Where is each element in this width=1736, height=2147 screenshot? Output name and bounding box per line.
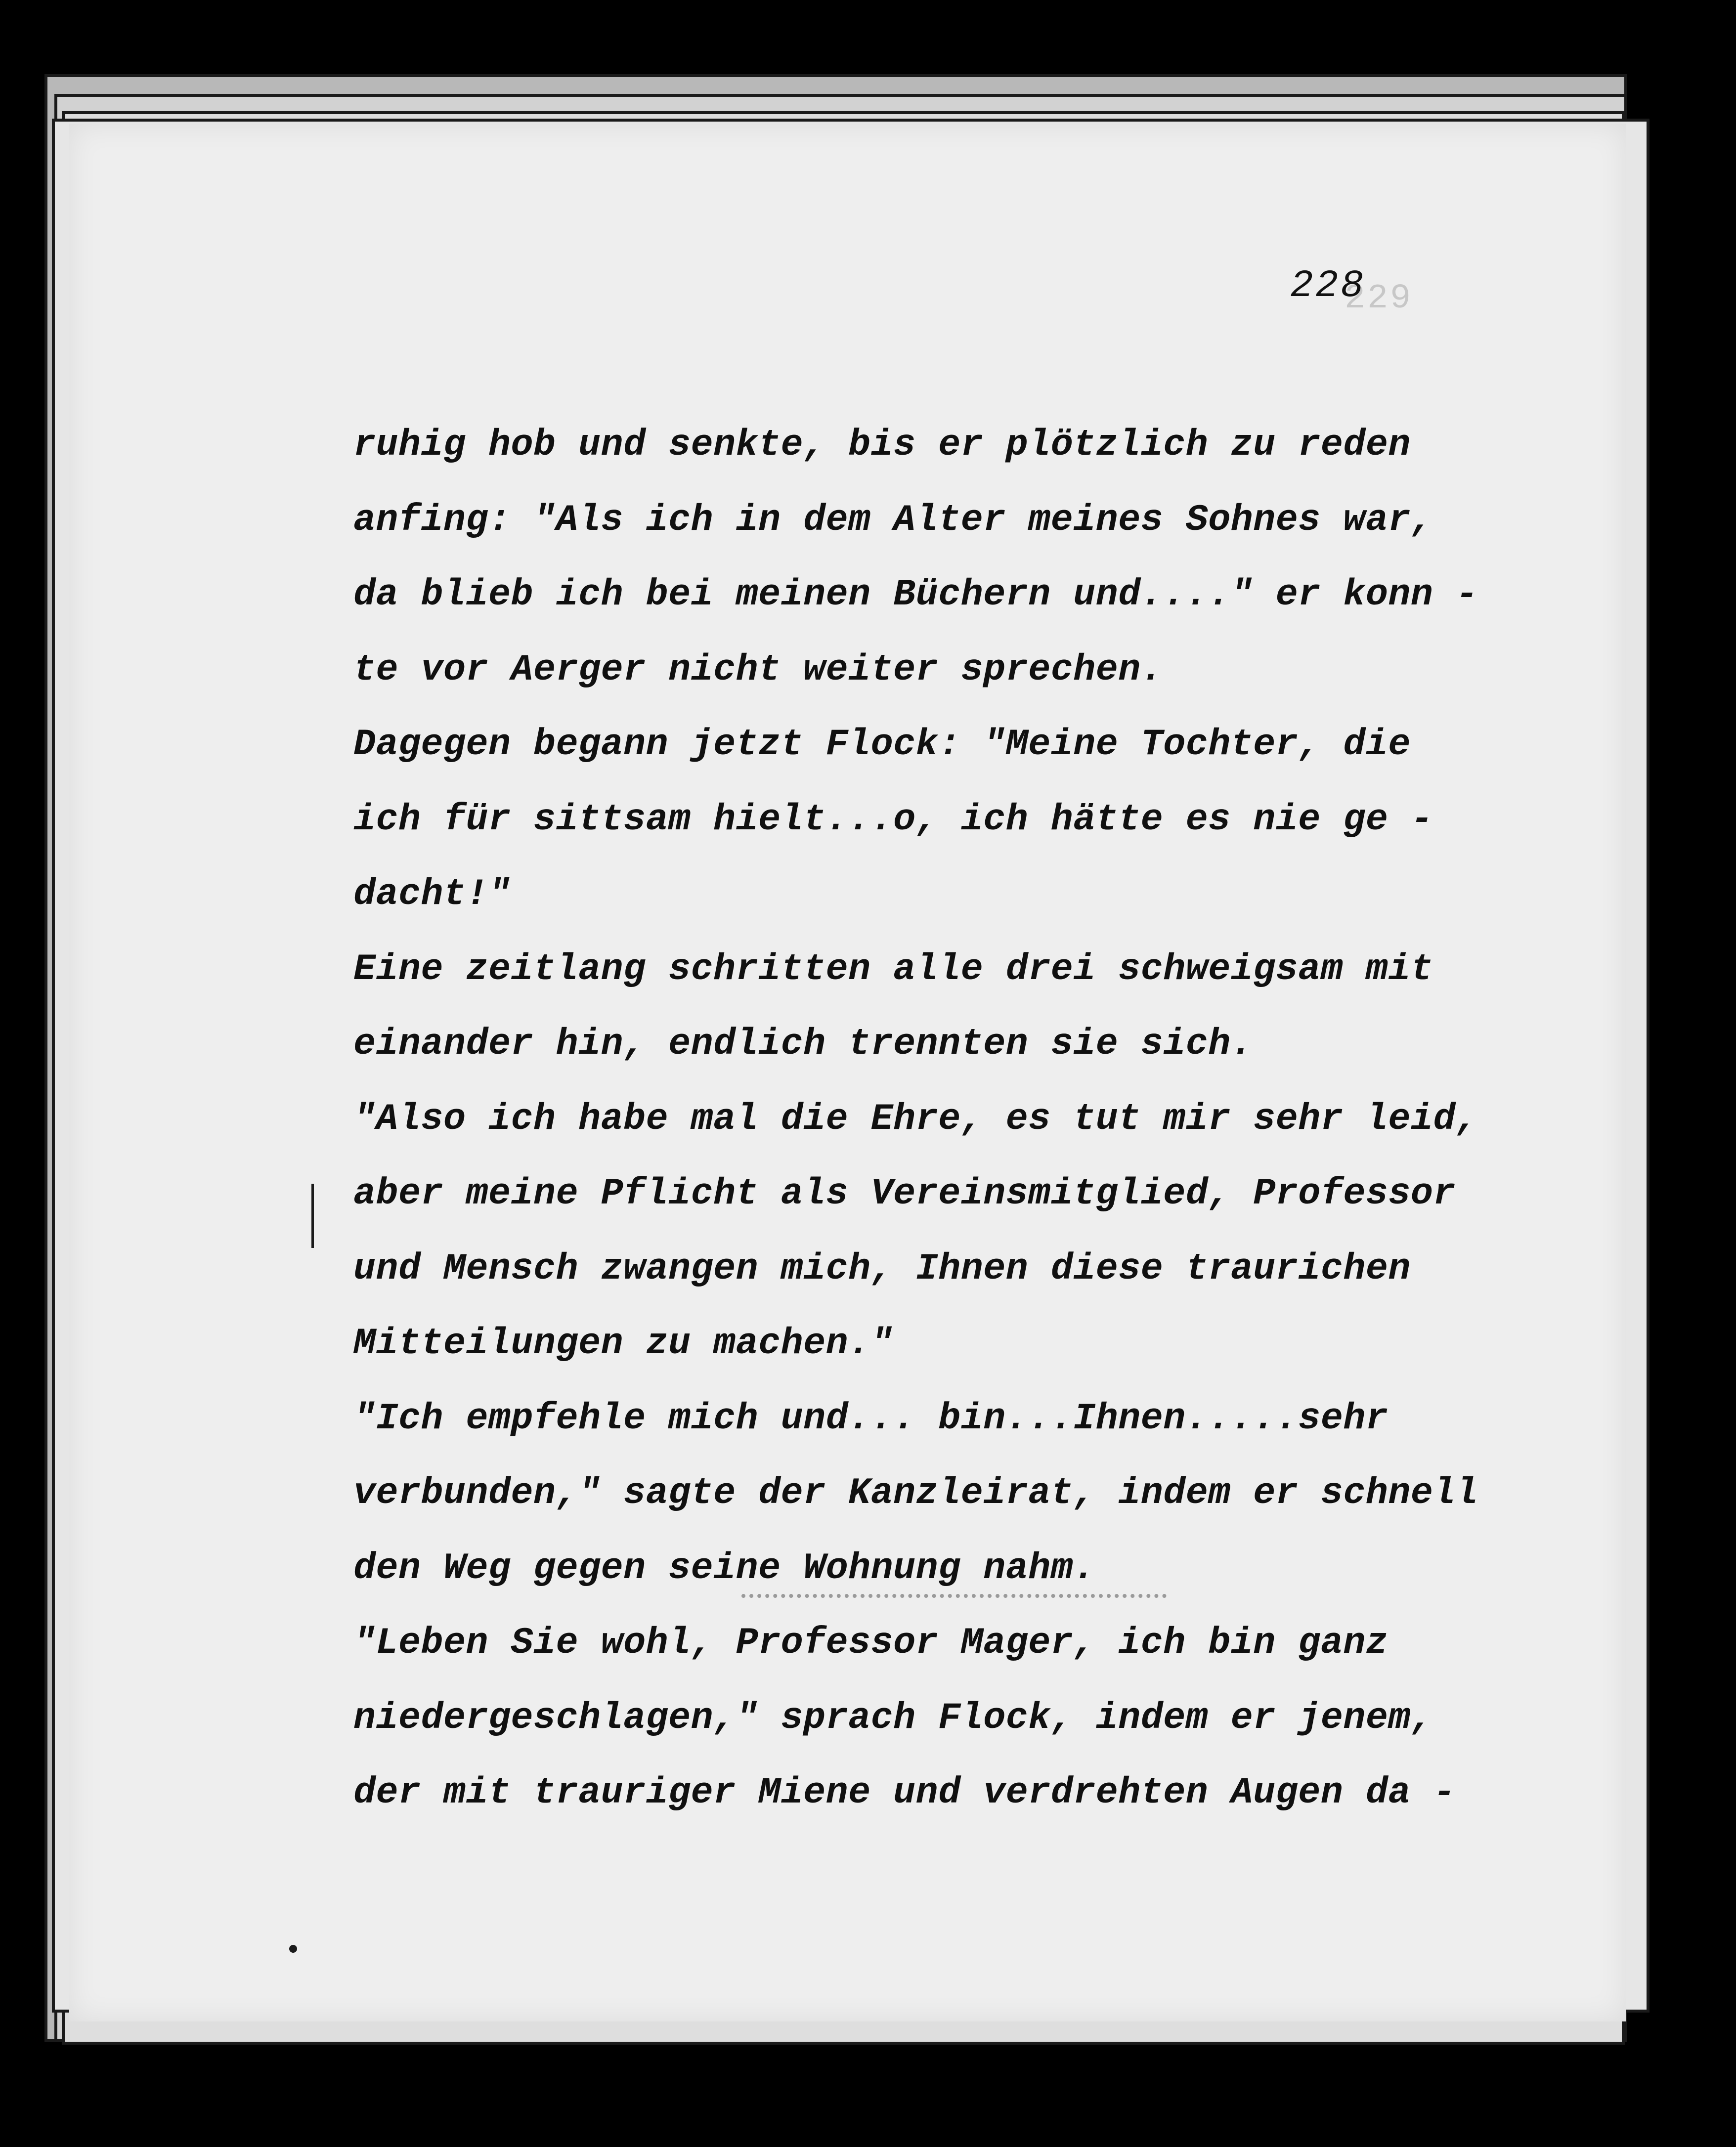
dotted-separator <box>741 1594 1167 1598</box>
margin-pencil-mark <box>311 1184 314 1248</box>
text-line: aber meine Pflicht als Vereinsmitglied, Professor <box>353 1173 1456 1215</box>
text-line: Eine zeitlang schritten alle drei schweigsam mit <box>353 948 1433 990</box>
text-line: ruhig hob und senkte, bis er plötzlich zu reden <box>353 424 1411 466</box>
text-line: ich für sittsam hielt...o, ich hätte es nie ge - <box>353 798 1433 841</box>
page-number: 228 <box>1290 264 1366 308</box>
text-line: Dagegen begann jetzt Flock: "Meine Tochter, die <box>353 724 1411 766</box>
text-line: "Ich empfehle mich und... bin...Ihnen.....sehr <box>353 1397 1389 1440</box>
text-line: verbunden," sagte der Kanzleirat, indem er schnell <box>353 1472 1478 1514</box>
text-line: da blieb ich bei meinen Büchern und...." er konn - <box>353 574 1478 616</box>
text-line: "Also ich habe mal die Ehre, es tut mir sehr leid, <box>353 1098 1478 1140</box>
text-line: und Mensch zwangen mich, Ihnen diese traurichen <box>353 1247 1411 1290</box>
text-line: dacht!" <box>353 873 511 915</box>
text-line: "Leben Sie wohl, Professor Mager, ich bin ganz <box>353 1622 1389 1664</box>
typed-text-body <box>353 408 1555 1831</box>
text-line: den Weg gegen seine Wohnung nahm. <box>353 1547 1096 1589</box>
text-line: der mit trauriger Miene und verdrehten Augen da - <box>353 1772 1456 1814</box>
text-line: einander hin, endlich trennten sie sich. <box>353 1023 1254 1065</box>
text-line: Mitteilungen zu machen." <box>353 1323 894 1365</box>
text-line: te vor Aerger nicht weiter sprechen. <box>353 648 1164 691</box>
text-line: niedergeschlagen," sprach Flock, indem er jenem, <box>353 1697 1433 1739</box>
text-line: anfing: "Als ich in dem Alter meines Sohnes war, <box>353 499 1433 541</box>
ink-speck <box>289 1945 297 1953</box>
bleed-through-page-number: 229 <box>1345 279 1413 318</box>
